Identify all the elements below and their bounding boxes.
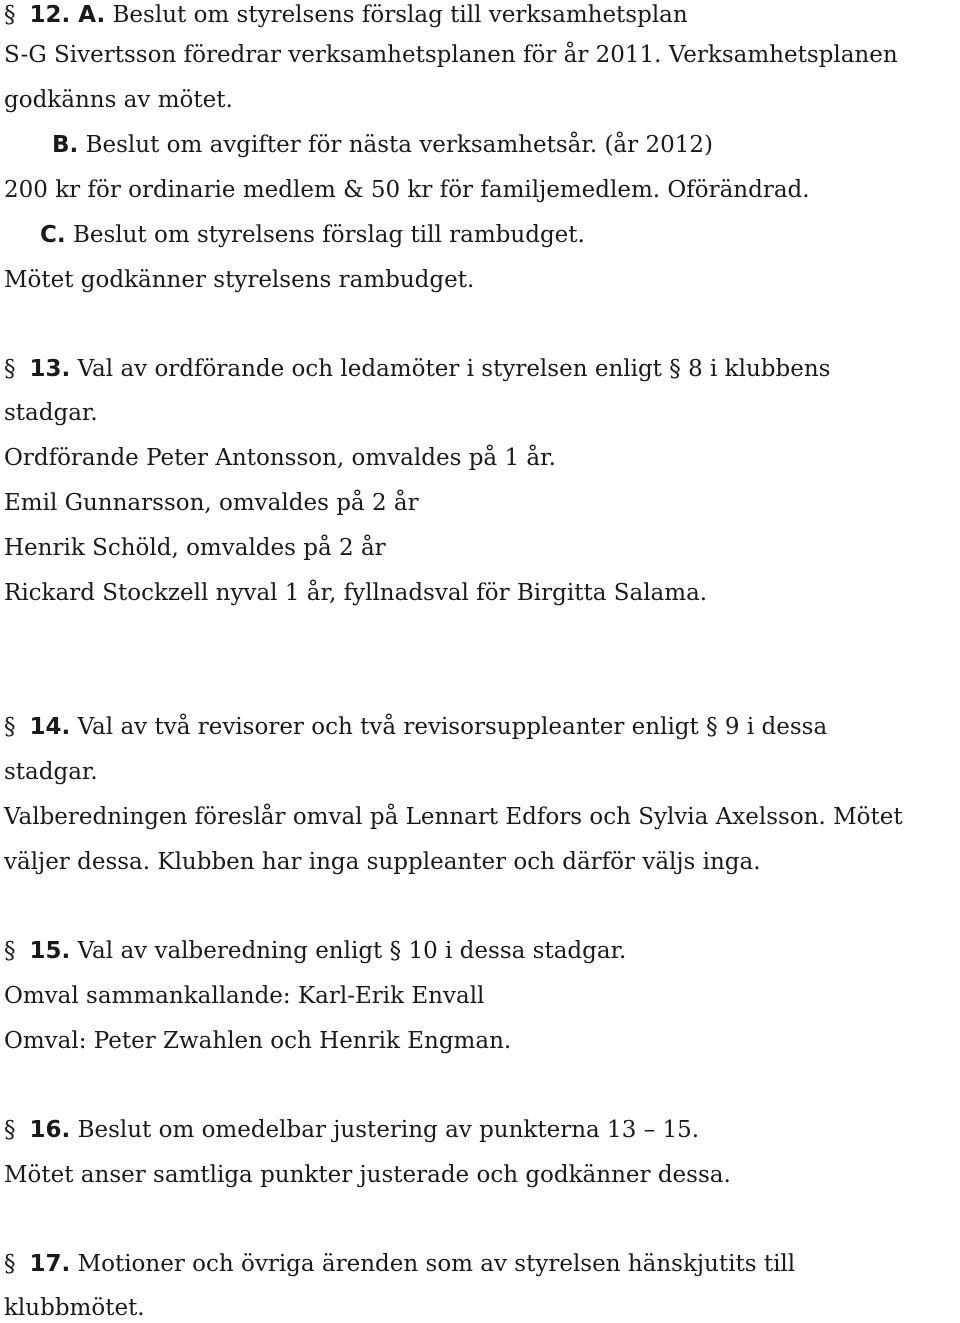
- section-14-heading: [4, 712, 956, 742]
- section-17-heading: [4, 1249, 956, 1279]
- section-14-line-2: väljer dessa. Klubben har inga suppleanter och därför väljs inga.: [4, 849, 761, 875]
- subsection-title: Beslut om avgifter för nästa verksamhetsår. (år 2012): [85, 132, 713, 158]
- section-13-line-1: Ordförande Peter Antonsson, omvaldes på 1 år.: [4, 445, 556, 471]
- section-title-part-2: 10 i dessa stadgar.: [408, 938, 627, 964]
- section-15-line-2: Omval: Peter Zwahlen och Henrik Engman.: [4, 1028, 512, 1054]
- section-12-c-heading: [40, 220, 956, 250]
- section-15-heading: [4, 936, 956, 966]
- section-title-part-2: 9 i dessa: [724, 714, 828, 740]
- section-12-b-heading: [52, 130, 956, 160]
- section-13-line-2: Emil Gunnarsson, omvaldes på 2 år: [4, 490, 419, 516]
- section-number: 14.: [29, 714, 71, 740]
- section-title-part-2: 8 i klubbens: [688, 356, 831, 382]
- section-12-paragraph-line-2: godkänns av mötet.: [4, 87, 233, 113]
- section-title: Beslut om styrelsens förslag till verksamhetsplan: [112, 2, 688, 28]
- section-title-part-1: Val av två revisorer och två revisorsuppleanter enligt: [77, 714, 699, 740]
- section-title-part-1: Val av valberedning enligt: [77, 938, 383, 964]
- section-symbol-inline: §: [389, 938, 402, 964]
- section-13-title-continuation: stadgar.: [4, 400, 98, 426]
- section-17-title-continuation: klubbmötet.: [4, 1295, 145, 1321]
- section-14-title-continuation: stadgar.: [4, 759, 98, 785]
- section-12-c-text: Mötet godkänner styrelsens rambudget.: [4, 267, 475, 293]
- section-13-line-3: Henrik Schöld, omvaldes på 2 år: [4, 535, 386, 561]
- section-number: 15.: [29, 938, 71, 964]
- section-symbol: §: [4, 714, 16, 740]
- section-16-heading: [4, 1115, 956, 1145]
- section-title: Beslut om omedelbar justering av punkterna 13 – 15.: [77, 1117, 700, 1143]
- section-symbol: §: [4, 938, 16, 964]
- section-13-heading: [4, 354, 956, 384]
- section-15-line-1: Omval sammankallande: Karl-Erik Envall: [4, 983, 485, 1009]
- section-12-b-text: 200 kr för ordinarie medlem & 50 kr för familjemedlem. Oförändrad.: [4, 177, 810, 203]
- subsection-label: C.: [40, 222, 66, 248]
- section-number: 16.: [29, 1117, 71, 1143]
- subsection-label: B.: [52, 132, 79, 158]
- section-symbol: §: [4, 356, 16, 382]
- section-title-part-1: Val av ordförande och ledamöter i styrelsen enligt: [77, 356, 662, 382]
- section-number: 12. A.: [29, 2, 106, 28]
- section-number: 13.: [29, 356, 71, 382]
- section-symbol-inline: §: [706, 714, 718, 740]
- subsection-title: Beslut om styrelsens förslag till rambudget.: [72, 222, 585, 248]
- section-symbol: §: [4, 2, 16, 28]
- section-symbol-inline: §: [669, 356, 681, 382]
- section-14-line-1: Valberedningen föreslår omval på Lennart Edfors och Sylvia Axelsson. Mötet: [4, 804, 903, 830]
- section-13-line-4: Rickard Stockzell nyval 1 år, fyllnadsval för Birgitta Salama.: [4, 580, 708, 606]
- section-16-line-1: Mötet anser samtliga punkter justerade och godkänner dessa.: [4, 1162, 731, 1188]
- section-number: 17.: [29, 1251, 71, 1277]
- section-title-part-1: Motioner och övriga ärenden som av styrelsen hänskjutits till: [77, 1251, 796, 1277]
- section-symbol: §: [4, 1251, 16, 1277]
- section-12-paragraph-line-1: S-G Sivertsson föredrar verksamhetsplanen för år 2011. Verksamhetsplanen: [4, 42, 898, 68]
- section-symbol: §: [4, 1117, 16, 1143]
- section-12-heading: [4, 0, 956, 30]
